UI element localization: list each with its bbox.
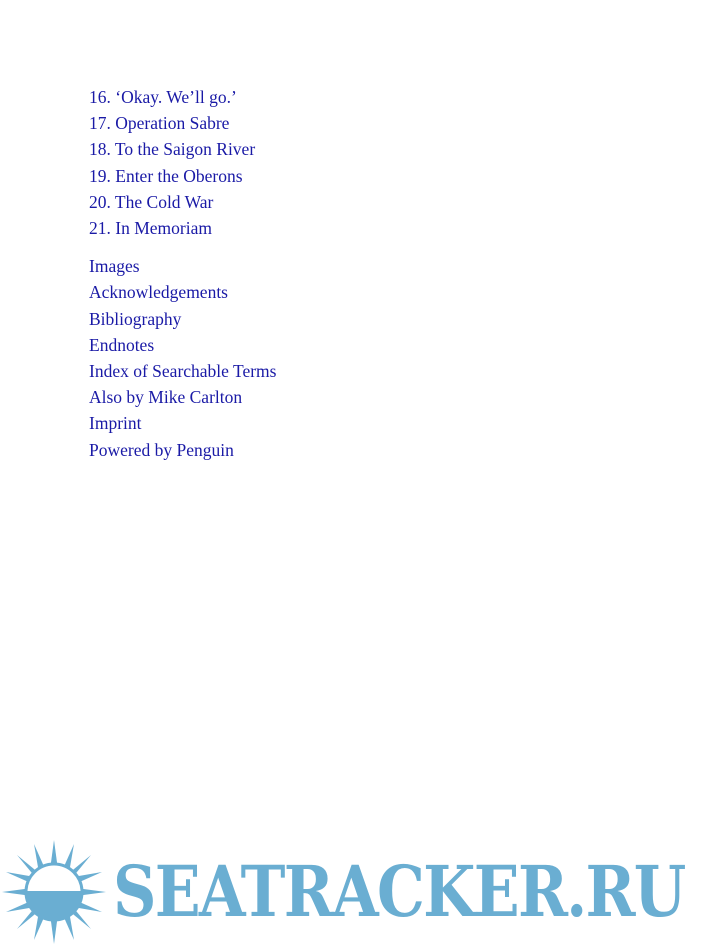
table-of-contents <box>89 84 276 463</box>
toc-group-divider <box>89 241 276 253</box>
toc-link-images[interactable]: Images <box>89 256 140 277</box>
toc-link-chapter-20[interactable]: 20. The Cold War <box>89 191 214 212</box>
toc-link-chapter-18[interactable]: 18. To the Saigon River <box>89 139 256 160</box>
toc-link-acknowledgements[interactable]: Acknowledgements <box>89 282 228 303</box>
sun-icon <box>0 838 108 946</box>
toc-link-index[interactable]: Index of Searchable Terms <box>89 361 277 382</box>
toc-link-endnotes[interactable]: Endnotes <box>89 334 155 355</box>
toc-link-imprint[interactable]: Imprint <box>89 413 142 434</box>
toc-link-powered-by[interactable]: Powered by Penguin <box>89 439 234 460</box>
toc-link-also-by[interactable]: Also by Mike Carlton <box>89 387 243 408</box>
toc-link-chapter-16[interactable]: 16. ‘Okay. We’ll go.’ <box>89 87 237 107</box>
toc-link-chapter-21[interactable]: 21. In Memoriam <box>89 218 212 239</box>
toc-link-chapter-17[interactable]: 17. Operation Sabre <box>89 113 230 134</box>
toc-link-bibliography[interactable]: Bibliography <box>89 308 182 329</box>
watermark <box>0 838 728 946</box>
watermark-text: SEATRACKER.RU <box>113 850 685 933</box>
toc-link-chapter-19[interactable]: 19. Enter the Oberons <box>89 165 243 186</box>
